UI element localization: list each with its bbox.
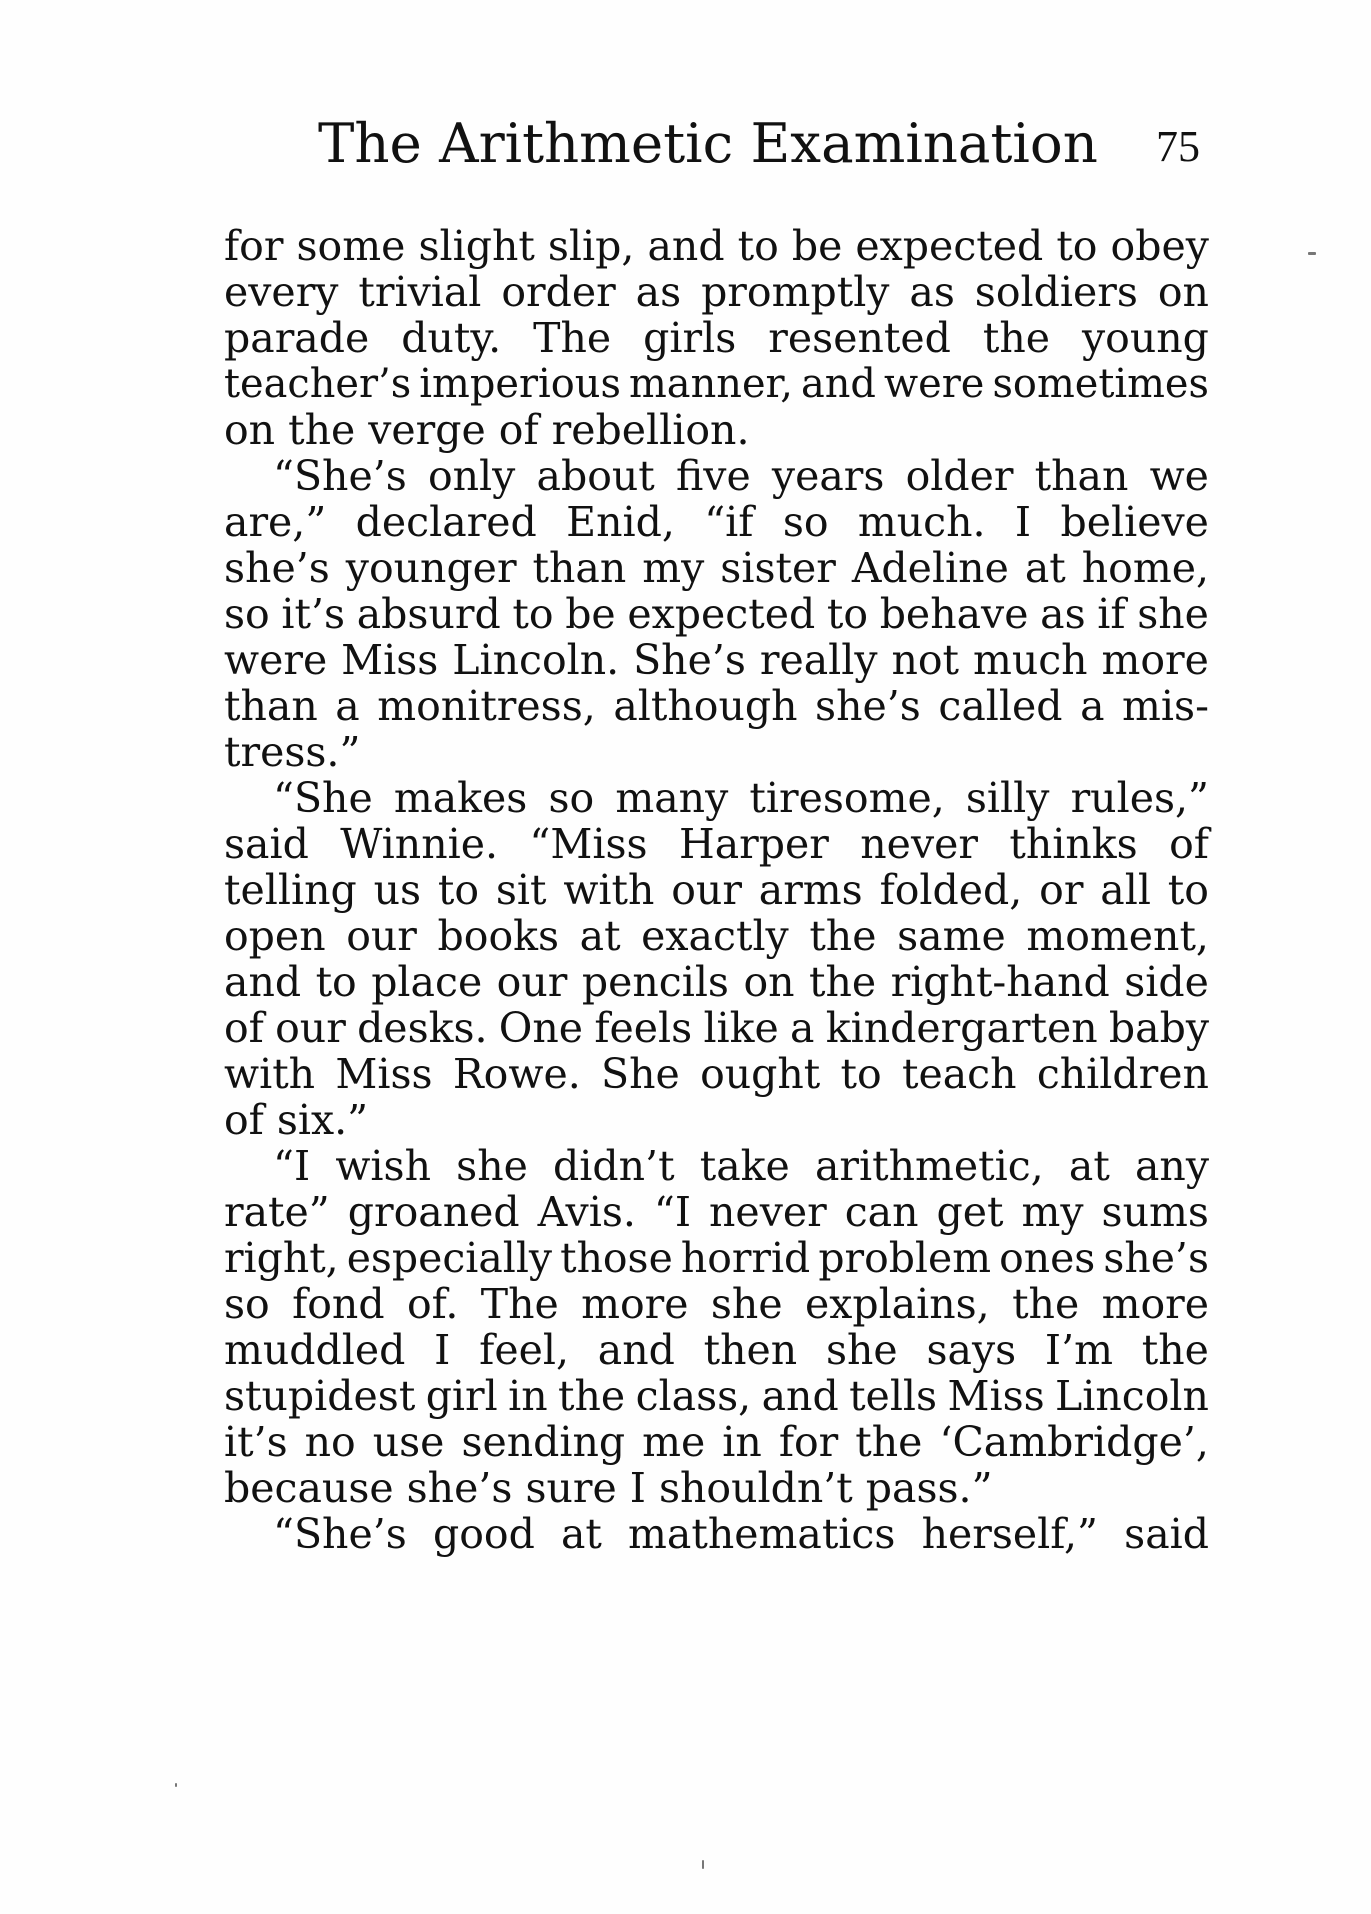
word: the	[1141, 1326, 1209, 1374]
word: were	[224, 636, 328, 684]
word: than	[1034, 452, 1129, 500]
word: I	[1014, 498, 1032, 546]
text-line	[273, 1507, 1209, 1561]
word: be	[565, 590, 616, 638]
word: desks.	[357, 1004, 488, 1052]
word: as	[635, 268, 682, 316]
word: take	[699, 1142, 790, 1190]
word: shouldn’t	[658, 1464, 853, 1512]
word: older	[905, 452, 1014, 500]
word: the	[809, 912, 877, 960]
word: ones	[999, 1234, 1096, 1282]
word: me	[642, 1418, 706, 1466]
word: same	[897, 912, 1006, 960]
word: can	[844, 1188, 919, 1236]
word: teach	[901, 1050, 1017, 1098]
word: muddled	[224, 1326, 406, 1374]
word: duty.	[401, 314, 502, 362]
word: to	[315, 958, 357, 1006]
word: many	[615, 774, 729, 822]
word: sums	[1101, 1188, 1209, 1236]
word: Harper	[678, 820, 829, 868]
word: Rowe.	[452, 1050, 581, 1098]
word: than	[532, 544, 627, 592]
word: and	[597, 1326, 675, 1374]
word: to	[437, 866, 480, 914]
word: she	[825, 1326, 898, 1374]
word: telling	[224, 866, 357, 914]
word: Winnie.	[340, 820, 499, 868]
word: to	[1167, 866, 1209, 914]
word: Enid,	[566, 498, 675, 546]
word: especially	[346, 1234, 553, 1282]
word: verge	[368, 406, 486, 454]
word: of.	[406, 1280, 459, 1328]
word: of	[224, 1004, 264, 1052]
word: and	[800, 361, 876, 407]
word: never	[860, 820, 978, 868]
word: much	[972, 636, 1088, 684]
word: she’s	[1103, 1234, 1209, 1282]
word: she’s	[224, 544, 330, 592]
word: wish	[335, 1142, 431, 1190]
word: expected	[627, 590, 816, 638]
word: Miss	[341, 636, 439, 684]
word: at	[1068, 1142, 1110, 1190]
word: stupidest	[224, 1372, 416, 1420]
word: right-hand	[890, 958, 1110, 1006]
word: we	[1149, 452, 1209, 500]
word: books	[437, 912, 560, 960]
word: my	[642, 544, 705, 592]
word: and	[224, 958, 302, 1006]
word: resented	[768, 314, 951, 362]
word: it’s	[224, 1418, 288, 1466]
word: the	[558, 1372, 626, 1420]
word: Adeline	[851, 544, 1009, 592]
word: only	[427, 452, 516, 500]
word: to	[840, 1050, 882, 1098]
word: place	[371, 958, 483, 1006]
word: sit	[495, 866, 547, 914]
word: Lincoln.	[452, 636, 620, 684]
word: baby	[1108, 1004, 1209, 1052]
word: pencils	[581, 958, 729, 1006]
word: pass.”	[865, 1464, 993, 1512]
word: Avis.	[537, 1188, 636, 1236]
word: obey	[1110, 222, 1209, 270]
word: believe	[1060, 498, 1209, 546]
word: right,	[224, 1234, 339, 1282]
running-head	[318, 108, 1218, 178]
word: it’s	[281, 590, 346, 638]
word: are,”	[224, 498, 327, 546]
word: herself,”	[921, 1510, 1098, 1558]
word: at	[579, 912, 621, 960]
word: kindergarten	[825, 1004, 1098, 1052]
word: not	[891, 636, 960, 684]
word: and	[761, 1372, 839, 1420]
word: “She’s	[273, 452, 407, 500]
word: imperious	[419, 361, 621, 407]
word: groaned	[347, 1188, 520, 1236]
word: on	[224, 406, 276, 454]
word: tiresome,	[749, 774, 945, 822]
word: soldiers	[974, 268, 1138, 316]
word: horrid	[680, 1234, 811, 1282]
word: she	[456, 1142, 528, 1190]
word: “Miss	[529, 820, 648, 868]
word: and	[647, 222, 725, 270]
word: than	[224, 682, 318, 730]
word: younger	[345, 544, 517, 592]
word: with	[563, 866, 655, 914]
word: so	[782, 498, 829, 546]
word: more	[1101, 636, 1209, 684]
page-speck	[1308, 252, 1316, 255]
chapter-title: The Arithmetic Examination	[318, 111, 1098, 175]
word: tress.”	[224, 728, 361, 776]
word: manner,	[629, 361, 793, 407]
word: exactly	[641, 912, 789, 960]
word: on	[1157, 268, 1209, 316]
word: to	[826, 590, 869, 638]
word: class,	[635, 1372, 752, 1420]
word: explains,	[804, 1280, 990, 1328]
word: She	[601, 1050, 680, 1098]
word: rules,”	[1070, 774, 1209, 822]
word: arms	[758, 866, 863, 914]
word: declared	[355, 498, 537, 546]
word: a	[790, 1004, 815, 1052]
word: good	[432, 1510, 535, 1558]
word: were	[884, 361, 985, 407]
word: ought	[700, 1050, 821, 1098]
page-speck	[175, 1783, 177, 1787]
word: a	[335, 682, 360, 730]
word: with	[224, 1050, 316, 1098]
word: every	[224, 268, 339, 316]
word: on	[743, 958, 795, 1006]
page-speck	[702, 1860, 704, 1869]
word: six.”	[276, 1096, 369, 1144]
word: home,	[1081, 544, 1209, 592]
word: like	[703, 1004, 779, 1052]
word: the	[288, 406, 356, 454]
word: says	[926, 1326, 1017, 1374]
word: ‘Cambridge’,	[939, 1418, 1209, 1466]
word: silly	[965, 774, 1050, 822]
word: our	[346, 912, 417, 960]
word: absurd	[356, 590, 501, 638]
word: all	[1100, 866, 1151, 914]
word: mis-	[1122, 682, 1209, 730]
word: problem	[818, 1234, 992, 1282]
word: the	[855, 1418, 923, 1466]
word: us	[373, 866, 422, 914]
word: or	[1039, 866, 1084, 914]
word: called	[938, 682, 1063, 730]
word: I	[434, 1326, 451, 1374]
word: to	[1056, 222, 1098, 270]
word: she	[1137, 590, 1209, 638]
word: she’s	[815, 682, 921, 730]
word: in	[722, 1418, 762, 1466]
word: sometimes	[992, 361, 1209, 407]
word: of	[498, 406, 539, 454]
word: any	[1134, 1142, 1209, 1190]
word: then	[703, 1326, 798, 1374]
word: years	[771, 452, 885, 500]
word: feel,	[479, 1326, 569, 1374]
word: sending	[461, 1418, 626, 1466]
word: the	[808, 958, 877, 1006]
word: girls	[643, 314, 737, 362]
word: mathematics	[628, 1510, 896, 1558]
word: Miss	[335, 1050, 433, 1098]
word: behave	[879, 590, 1029, 638]
word: side	[1124, 958, 1209, 1006]
word: because	[224, 1464, 394, 1512]
word: the	[1012, 1280, 1080, 1328]
word: rebellion.	[551, 406, 750, 454]
word: folded,	[879, 866, 1023, 914]
word: promptly	[701, 268, 890, 316]
word: so	[224, 590, 270, 638]
word: “if	[704, 498, 754, 546]
word: the	[982, 314, 1051, 362]
word: to	[512, 590, 554, 638]
word: moment,	[1026, 912, 1209, 960]
word: order	[501, 268, 616, 316]
word: open	[224, 912, 326, 960]
word: about	[536, 452, 655, 500]
word: teacher’s	[224, 361, 412, 407]
word: tells	[849, 1372, 938, 1420]
word: didn’t	[553, 1142, 675, 1190]
word: The	[480, 1280, 559, 1328]
word: The	[533, 314, 612, 362]
word: really	[759, 636, 878, 684]
word: much.	[857, 498, 986, 546]
word: a	[1080, 682, 1105, 730]
word: Lincoln	[1055, 1372, 1209, 1420]
page-number: 75	[1156, 122, 1200, 171]
word: at	[560, 1510, 602, 1558]
word: she	[710, 1280, 783, 1328]
word: “I	[273, 1142, 311, 1190]
word: She’s	[633, 636, 746, 684]
word: more	[1101, 1280, 1209, 1328]
word: “I	[653, 1188, 692, 1236]
word: of	[1169, 820, 1209, 868]
word: of	[224, 1096, 264, 1144]
word: trivial	[358, 268, 482, 316]
word: she’s	[406, 1464, 513, 1512]
word: no	[304, 1418, 356, 1466]
word: although	[613, 682, 798, 730]
word: I	[629, 1464, 646, 1512]
word: parade	[224, 314, 370, 362]
word: if	[1097, 590, 1126, 638]
word: young	[1082, 314, 1209, 362]
word: rate”	[224, 1188, 330, 1236]
word: so	[224, 1280, 270, 1328]
word: expected	[855, 222, 1044, 270]
word: children	[1036, 1050, 1209, 1098]
word: arithmetic,	[814, 1142, 1044, 1190]
word: our	[671, 866, 742, 914]
word: those	[560, 1234, 673, 1282]
word: use	[372, 1418, 445, 1466]
word: so	[548, 774, 595, 822]
word: some	[296, 222, 406, 270]
word: in	[508, 1372, 548, 1420]
word: be	[791, 222, 843, 270]
word: I’m	[1044, 1326, 1114, 1374]
word: as	[909, 268, 955, 316]
word: thinks	[1009, 820, 1138, 868]
word: for	[778, 1418, 839, 1466]
word: “She	[273, 774, 373, 822]
word: never	[709, 1188, 827, 1236]
word: my	[1021, 1188, 1084, 1236]
word: our	[275, 1004, 346, 1052]
word: to	[737, 222, 779, 270]
word: get	[936, 1188, 1004, 1236]
word: fond	[292, 1280, 385, 1328]
word: said	[224, 820, 309, 868]
word: for	[224, 222, 284, 270]
word: five	[675, 452, 751, 500]
word: monitress,	[377, 682, 596, 730]
word: makes	[393, 774, 528, 822]
word: as	[1040, 590, 1086, 638]
word: “She’s	[273, 1510, 407, 1558]
word: slip,	[547, 222, 635, 270]
word: sure	[525, 1464, 617, 1512]
word: more	[581, 1280, 689, 1328]
word: slight	[418, 222, 535, 270]
word: said	[1124, 1510, 1209, 1558]
word: Miss	[947, 1372, 1045, 1420]
word: feels	[594, 1004, 693, 1052]
word: One	[498, 1004, 584, 1052]
word: sister	[720, 544, 836, 592]
word: at	[1024, 544, 1066, 592]
word: our	[496, 958, 568, 1006]
word: girl	[425, 1372, 498, 1420]
